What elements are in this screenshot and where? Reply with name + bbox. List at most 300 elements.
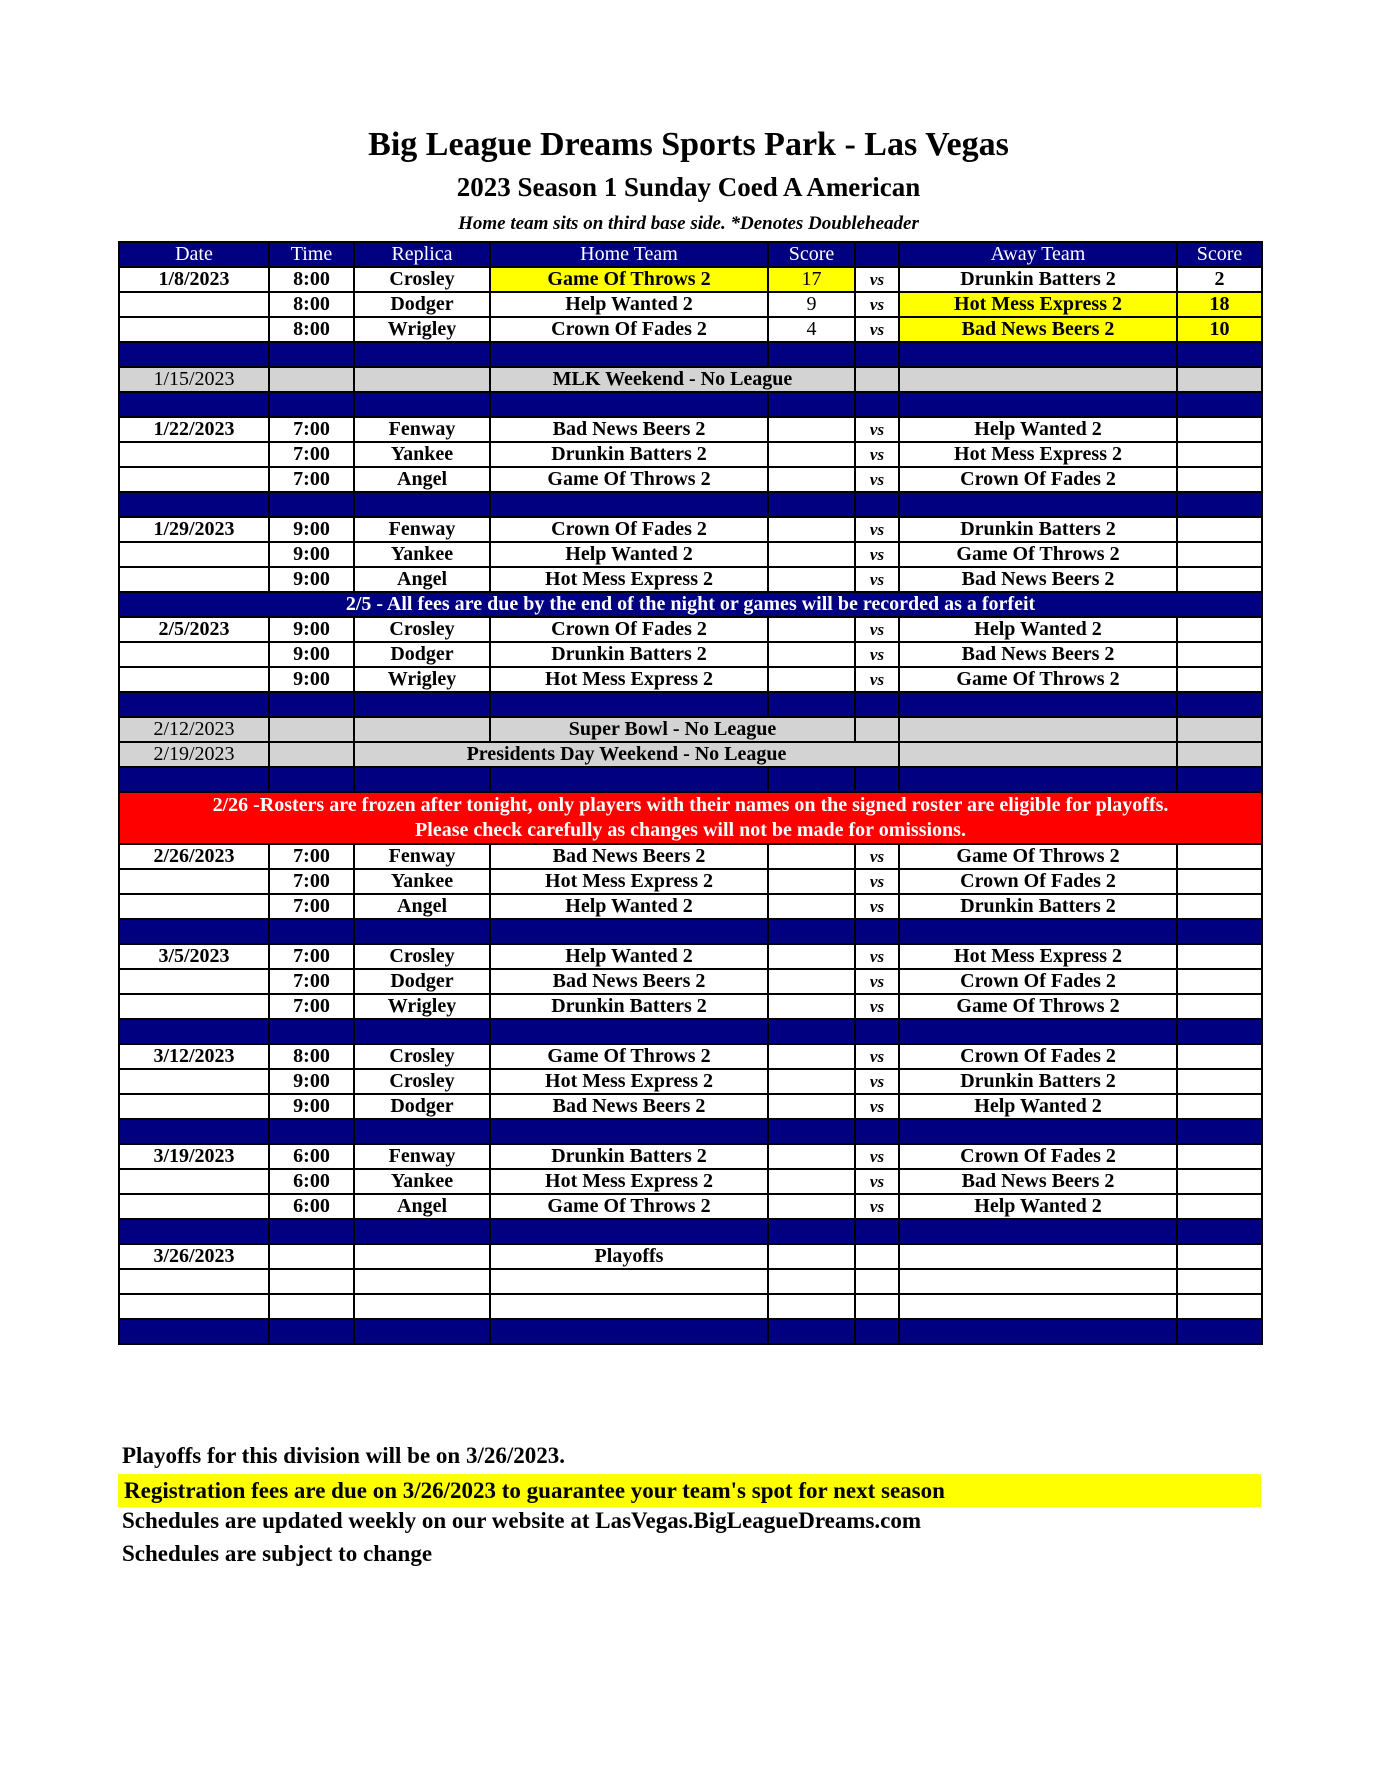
away-score-cell <box>1177 994 1262 1019</box>
separator-row <box>119 1319 1262 1344</box>
home-team-cell: Game Of Throws 2 <box>490 1194 768 1219</box>
separator-cell <box>768 1119 855 1144</box>
replica-cell: Yankee <box>354 869 490 894</box>
time-cell: 9:00 <box>269 567 354 592</box>
home-score-cell <box>768 1194 855 1219</box>
separator-cell <box>119 1019 269 1044</box>
separator-cell <box>899 692 1177 717</box>
away-score-cell: 2 <box>1177 267 1262 292</box>
home-score-cell <box>768 1144 855 1169</box>
home-score-cell: 17 <box>768 267 855 292</box>
away-team-cell: Help Wanted 2 <box>899 1094 1177 1119</box>
vs-cell: vs <box>855 1069 899 1094</box>
away-team-cell: Help Wanted 2 <box>899 1194 1177 1219</box>
game-row <box>119 267 1262 292</box>
away-score-cell <box>1177 417 1262 442</box>
home-score-cell <box>768 1294 855 1319</box>
separator-row <box>119 1219 1262 1244</box>
separator-cell <box>119 392 269 417</box>
home-team-cell: Help Wanted 2 <box>490 894 768 919</box>
time-cell: 7:00 <box>269 969 354 994</box>
home-team-cell: Hot Mess Express 2 <box>490 1069 768 1094</box>
date-cell: 3/26/2023 <box>119 1244 269 1269</box>
separator-cell <box>1177 1119 1262 1144</box>
away-team-cell: Help Wanted 2 <box>899 417 1177 442</box>
separator-cell <box>119 919 269 944</box>
away-team-cell: Crown Of Fades 2 <box>899 467 1177 492</box>
replica-cell: Fenway <box>354 844 490 869</box>
date-cell <box>119 1169 269 1194</box>
away-score-cell <box>1177 1294 1262 1319</box>
vs-cell: vs <box>855 894 899 919</box>
game-row <box>119 1269 1262 1294</box>
time-cell <box>269 742 354 767</box>
separator-cell <box>119 492 269 517</box>
separator-cell <box>490 692 768 717</box>
time-cell: 8:00 <box>269 267 354 292</box>
home-team-cell: Hot Mess Express 2 <box>490 567 768 592</box>
date-cell: 1/15/2023 <box>119 367 269 392</box>
separator-cell <box>269 1019 354 1044</box>
vs-cell: vs <box>855 1194 899 1219</box>
away-team-cell: Crown Of Fades 2 <box>899 869 1177 894</box>
away-score-cell <box>1177 617 1262 642</box>
replica-cell: Wrigley <box>354 317 490 342</box>
away-team-cell: Game Of Throws 2 <box>899 542 1177 567</box>
vs-cell: vs <box>855 1094 899 1119</box>
col-header-vs <box>855 242 899 267</box>
vs-cell: vs <box>855 1169 899 1194</box>
vs-cell: vs <box>855 844 899 869</box>
date-cell <box>119 1069 269 1094</box>
away-team-cell: Bad News Beers 2 <box>899 317 1177 342</box>
no-league-text: Super Bowl - No League <box>490 717 855 742</box>
game-row <box>119 617 1262 642</box>
separator-cell <box>490 342 768 367</box>
separator-cell <box>768 1019 855 1044</box>
away-team-cell: Crown Of Fades 2 <box>899 1144 1177 1169</box>
replica-cell <box>354 1269 490 1294</box>
home-score-cell <box>768 617 855 642</box>
game-row <box>119 467 1262 492</box>
game-row <box>119 994 1262 1019</box>
game-row <box>119 1144 1262 1169</box>
separator-cell <box>855 692 899 717</box>
no-league-row <box>119 367 1262 392</box>
home-team-cell: Bad News Beers 2 <box>490 844 768 869</box>
vs-cell: vs <box>855 994 899 1019</box>
away-team-cell: Drunkin Batters 2 <box>899 1069 1177 1094</box>
time-cell: 7:00 <box>269 844 354 869</box>
date-cell <box>119 869 269 894</box>
date-cell <box>119 542 269 567</box>
separator-cell <box>490 919 768 944</box>
game-row <box>119 1294 1262 1319</box>
home-score-cell <box>768 542 855 567</box>
time-cell: 9:00 <box>269 542 354 567</box>
replica-cell: Crosley <box>354 1069 490 1094</box>
away-team-cell <box>899 717 1177 742</box>
replica-cell: Crosley <box>354 1044 490 1069</box>
roster-alert-row <box>119 792 1262 844</box>
away-team-cell: Bad News Beers 2 <box>899 642 1177 667</box>
home-score-cell <box>768 944 855 969</box>
game-row <box>119 969 1262 994</box>
date-cell <box>119 1194 269 1219</box>
away-team-cell: Game Of Throws 2 <box>899 844 1177 869</box>
game-row <box>119 869 1262 894</box>
col-header-time: Time <box>269 242 354 267</box>
vs-cell: vs <box>855 442 899 467</box>
home-team-cell: Drunkin Batters 2 <box>490 442 768 467</box>
home-team-cell: Help Wanted 2 <box>490 944 768 969</box>
time-cell: 7:00 <box>269 894 354 919</box>
date-cell <box>119 1094 269 1119</box>
separator-cell <box>119 767 269 792</box>
separator-cell <box>855 342 899 367</box>
away-score-cell <box>1177 717 1262 742</box>
vs-cell: vs <box>855 869 899 894</box>
away-team-cell: Hot Mess Express 2 <box>899 944 1177 969</box>
replica-cell <box>354 367 490 392</box>
separator-cell <box>768 342 855 367</box>
separator-cell <box>119 1319 269 1344</box>
separator-cell <box>490 1319 768 1344</box>
time-cell: 9:00 <box>269 1094 354 1119</box>
vs-cell: vs <box>855 292 899 317</box>
away-score-cell <box>1177 1069 1262 1094</box>
home-team-cell: Playoffs <box>490 1244 768 1269</box>
separator-cell <box>899 1219 1177 1244</box>
away-score-cell: 10 <box>1177 317 1262 342</box>
separator-cell <box>855 1219 899 1244</box>
game-row <box>119 642 1262 667</box>
time-cell: 8:00 <box>269 292 354 317</box>
away-team-cell: Crown Of Fades 2 <box>899 969 1177 994</box>
separator-row <box>119 767 1262 792</box>
game-row <box>119 1069 1262 1094</box>
vs-cell: vs <box>855 944 899 969</box>
separator-cell <box>855 492 899 517</box>
replica-cell: Yankee <box>354 542 490 567</box>
away-score-cell: 18 <box>1177 292 1262 317</box>
vs-cell: vs <box>855 1144 899 1169</box>
date-cell <box>119 292 269 317</box>
separator-row <box>119 492 1262 517</box>
replica-cell: Fenway <box>354 417 490 442</box>
away-team-cell <box>899 1244 1177 1269</box>
separator-cell <box>1177 692 1262 717</box>
col-header-home-team: Home Team <box>490 242 768 267</box>
game-row <box>119 1244 1262 1269</box>
time-cell: 9:00 <box>269 617 354 642</box>
time-cell: 7:00 <box>269 944 354 969</box>
separator-cell <box>768 692 855 717</box>
home-score-cell <box>768 894 855 919</box>
separator-cell <box>354 342 490 367</box>
away-score-cell <box>1177 844 1262 869</box>
date-cell <box>119 1294 269 1319</box>
away-score-cell <box>1177 442 1262 467</box>
date-cell: 3/5/2023 <box>119 944 269 969</box>
home-score-cell <box>768 1069 855 1094</box>
date-cell: 2/26/2023 <box>119 844 269 869</box>
separator-cell <box>354 1019 490 1044</box>
separator-cell <box>1177 1319 1262 1344</box>
date-cell <box>119 442 269 467</box>
time-cell: 6:00 <box>269 1169 354 1194</box>
roster-alert-line: Please check carefully as changes will not be made for omissions. <box>415 819 966 841</box>
replica-cell: Angel <box>354 1194 490 1219</box>
game-row <box>119 442 1262 467</box>
separator-cell <box>899 767 1177 792</box>
away-team-cell: Hot Mess Express 2 <box>899 442 1177 467</box>
footer-registration-note: Registration fees are due on 3/26/2023 to guarantee your team's spot for next season <box>118 1474 1261 1507</box>
game-row <box>119 944 1262 969</box>
roster-alert-text <box>119 792 1262 844</box>
separator-cell <box>768 767 855 792</box>
away-score-cell <box>1177 467 1262 492</box>
vs-cell: vs <box>855 467 899 492</box>
separator-cell <box>768 1319 855 1344</box>
away-score-cell <box>1177 1194 1262 1219</box>
replica-cell: Wrigley <box>354 667 490 692</box>
separator-cell <box>490 392 768 417</box>
separator-cell <box>1177 1019 1262 1044</box>
time-cell: 6:00 <box>269 1144 354 1169</box>
game-row <box>119 567 1262 592</box>
time-cell: 7:00 <box>269 442 354 467</box>
replica-cell: Angel <box>354 894 490 919</box>
separator-cell <box>490 492 768 517</box>
separator-cell <box>269 1119 354 1144</box>
home-score-cell <box>768 969 855 994</box>
notice-row <box>119 592 1262 617</box>
vs-cell: vs <box>855 417 899 442</box>
home-score-cell <box>768 442 855 467</box>
page-subtitle: 2023 Season 1 Sunday Coed A American <box>456 172 921 202</box>
home-team-cell: Game Of Throws 2 <box>490 1044 768 1069</box>
away-score-cell <box>1177 894 1262 919</box>
separator-cell <box>768 492 855 517</box>
home-score-cell <box>768 1244 855 1269</box>
time-cell: 9:00 <box>269 642 354 667</box>
home-team-cell: Help Wanted 2 <box>490 292 768 317</box>
schedule-body <box>119 267 1262 1344</box>
separator-cell <box>899 492 1177 517</box>
no-league-row <box>119 717 1262 742</box>
separator-cell <box>1177 492 1262 517</box>
home-team-cell: Drunkin Batters 2 <box>490 1144 768 1169</box>
away-team-cell <box>899 367 1177 392</box>
replica-cell: Crosley <box>354 617 490 642</box>
separator-cell <box>354 492 490 517</box>
date-cell <box>119 994 269 1019</box>
replica-cell: Fenway <box>354 517 490 542</box>
away-team-cell: Crown Of Fades 2 <box>899 1044 1177 1069</box>
home-score-cell <box>768 517 855 542</box>
date-cell <box>119 667 269 692</box>
away-team-cell: Game Of Throws 2 <box>899 667 1177 692</box>
home-team-cell <box>490 1294 768 1319</box>
page-note: Home team sits on third base side. *Denotes Doubleheader <box>458 213 919 234</box>
replica-cell: Angel <box>354 567 490 592</box>
time-cell <box>269 1244 354 1269</box>
home-team-cell: Hot Mess Express 2 <box>490 869 768 894</box>
replica-cell: Yankee <box>354 442 490 467</box>
separator-row <box>119 392 1262 417</box>
game-row <box>119 1169 1262 1194</box>
away-score-cell <box>1177 642 1262 667</box>
footer-playoffs-note: Playoffs for this division will be on 3/26/2023. <box>122 1443 566 1468</box>
away-team-cell <box>899 1269 1177 1294</box>
vs-cell: vs <box>855 542 899 567</box>
separator-cell <box>855 1119 899 1144</box>
separator-cell <box>1177 1219 1262 1244</box>
no-league-text: Presidents Day Weekend - No League <box>354 742 899 767</box>
separator-cell <box>269 767 354 792</box>
separator-cell <box>269 1319 354 1344</box>
date-cell: 3/19/2023 <box>119 1144 269 1169</box>
home-score-cell <box>768 567 855 592</box>
date-cell: 1/22/2023 <box>119 417 269 442</box>
home-score-cell <box>768 869 855 894</box>
home-team-cell: Bad News Beers 2 <box>490 417 768 442</box>
header-row <box>119 242 1262 267</box>
game-row <box>119 417 1262 442</box>
home-team-cell: Drunkin Batters 2 <box>490 994 768 1019</box>
home-team-cell: Hot Mess Express 2 <box>490 667 768 692</box>
separator-row <box>119 692 1262 717</box>
game-row <box>119 894 1262 919</box>
away-score-cell <box>1177 517 1262 542</box>
vs-cell <box>855 1294 899 1319</box>
home-team-cell: Game Of Throws 2 <box>490 267 768 292</box>
separator-cell <box>768 1219 855 1244</box>
vs-cell <box>855 1269 899 1294</box>
away-score-cell <box>1177 567 1262 592</box>
home-score-cell: 9 <box>768 292 855 317</box>
home-team-cell: Crown Of Fades 2 <box>490 317 768 342</box>
replica-cell <box>354 1244 490 1269</box>
time-cell: 8:00 <box>269 1044 354 1069</box>
date-cell: 1/29/2023 <box>119 517 269 542</box>
separator-cell <box>1177 767 1262 792</box>
date-cell: 2/19/2023 <box>119 742 269 767</box>
home-team-cell: Crown Of Fades 2 <box>490 517 768 542</box>
roster-alert-line: 2/26 -Rosters are frozen after tonight, only players with their names on the signed roster are eligible for playoffs. <box>212 794 1169 816</box>
vs-cell: vs <box>855 267 899 292</box>
home-team-cell: Bad News Beers 2 <box>490 1094 768 1119</box>
time-cell: 8:00 <box>269 317 354 342</box>
time-cell: 7:00 <box>269 994 354 1019</box>
date-cell <box>119 1269 269 1294</box>
date-cell <box>119 894 269 919</box>
separator-cell <box>354 392 490 417</box>
time-cell: 7:00 <box>269 417 354 442</box>
footer-website-note: Schedules are updated weekly on our website at LasVegas.BigLeagueDreams.com <box>122 1508 922 1533</box>
home-score-cell <box>768 994 855 1019</box>
vs-cell: vs <box>855 517 899 542</box>
separator-cell <box>269 392 354 417</box>
home-score-cell <box>768 642 855 667</box>
time-cell: 9:00 <box>269 1069 354 1094</box>
away-team-cell: Game Of Throws 2 <box>899 994 1177 1019</box>
away-score-cell <box>1177 742 1262 767</box>
date-cell: 1/8/2023 <box>119 267 269 292</box>
replica-cell: Angel <box>354 467 490 492</box>
game-row <box>119 1094 1262 1119</box>
home-team-cell: Bad News Beers 2 <box>490 969 768 994</box>
separator-row <box>119 1119 1262 1144</box>
separator-cell <box>269 1219 354 1244</box>
away-score-cell <box>1177 1094 1262 1119</box>
time-cell: 7:00 <box>269 869 354 894</box>
away-score-cell <box>1177 1169 1262 1194</box>
home-score-cell <box>768 1094 855 1119</box>
home-team-cell: Crown Of Fades 2 <box>490 617 768 642</box>
replica-cell: Dodger <box>354 642 490 667</box>
home-team-cell: Game Of Throws 2 <box>490 467 768 492</box>
separator-cell <box>768 392 855 417</box>
home-score-cell <box>768 844 855 869</box>
replica-cell: Wrigley <box>354 994 490 1019</box>
time-cell <box>269 1269 354 1294</box>
game-row <box>119 844 1262 869</box>
separator-cell <box>119 1119 269 1144</box>
game-row <box>119 1194 1262 1219</box>
separator-cell <box>899 919 1177 944</box>
away-score-cell <box>1177 1044 1262 1069</box>
no-league-row <box>119 742 1262 767</box>
separator-cell <box>490 1219 768 1244</box>
game-row <box>119 1044 1262 1069</box>
date-cell <box>119 969 269 994</box>
separator-cell <box>354 1319 490 1344</box>
separator-cell <box>354 692 490 717</box>
schedule-table <box>118 241 1263 1345</box>
col-header-home-score: Score <box>768 242 855 267</box>
vs-cell: vs <box>855 317 899 342</box>
away-team-cell: Drunkin Batters 2 <box>899 517 1177 542</box>
col-header-away-score: Score <box>1177 242 1262 267</box>
home-score-cell <box>768 1169 855 1194</box>
separator-cell <box>855 767 899 792</box>
time-cell: 9:00 <box>269 517 354 542</box>
home-team-cell <box>490 1269 768 1294</box>
separator-cell <box>855 919 899 944</box>
separator-cell <box>855 392 899 417</box>
away-team-cell: Hot Mess Express 2 <box>899 292 1177 317</box>
replica-cell: Dodger <box>354 292 490 317</box>
separator-cell <box>1177 919 1262 944</box>
replica-cell: Dodger <box>354 969 490 994</box>
vs-cell: vs <box>855 567 899 592</box>
replica-cell: Yankee <box>354 1169 490 1194</box>
separator-cell <box>899 1119 1177 1144</box>
separator-cell <box>899 342 1177 367</box>
away-team-cell: Drunkin Batters 2 <box>899 894 1177 919</box>
away-score-cell <box>1177 667 1262 692</box>
date-cell <box>119 642 269 667</box>
time-cell <box>269 717 354 742</box>
separator-cell <box>855 1319 899 1344</box>
vs-cell <box>855 367 899 392</box>
game-row <box>119 667 1262 692</box>
separator-cell <box>354 767 490 792</box>
date-cell <box>119 317 269 342</box>
home-team-cell: Help Wanted 2 <box>490 542 768 567</box>
